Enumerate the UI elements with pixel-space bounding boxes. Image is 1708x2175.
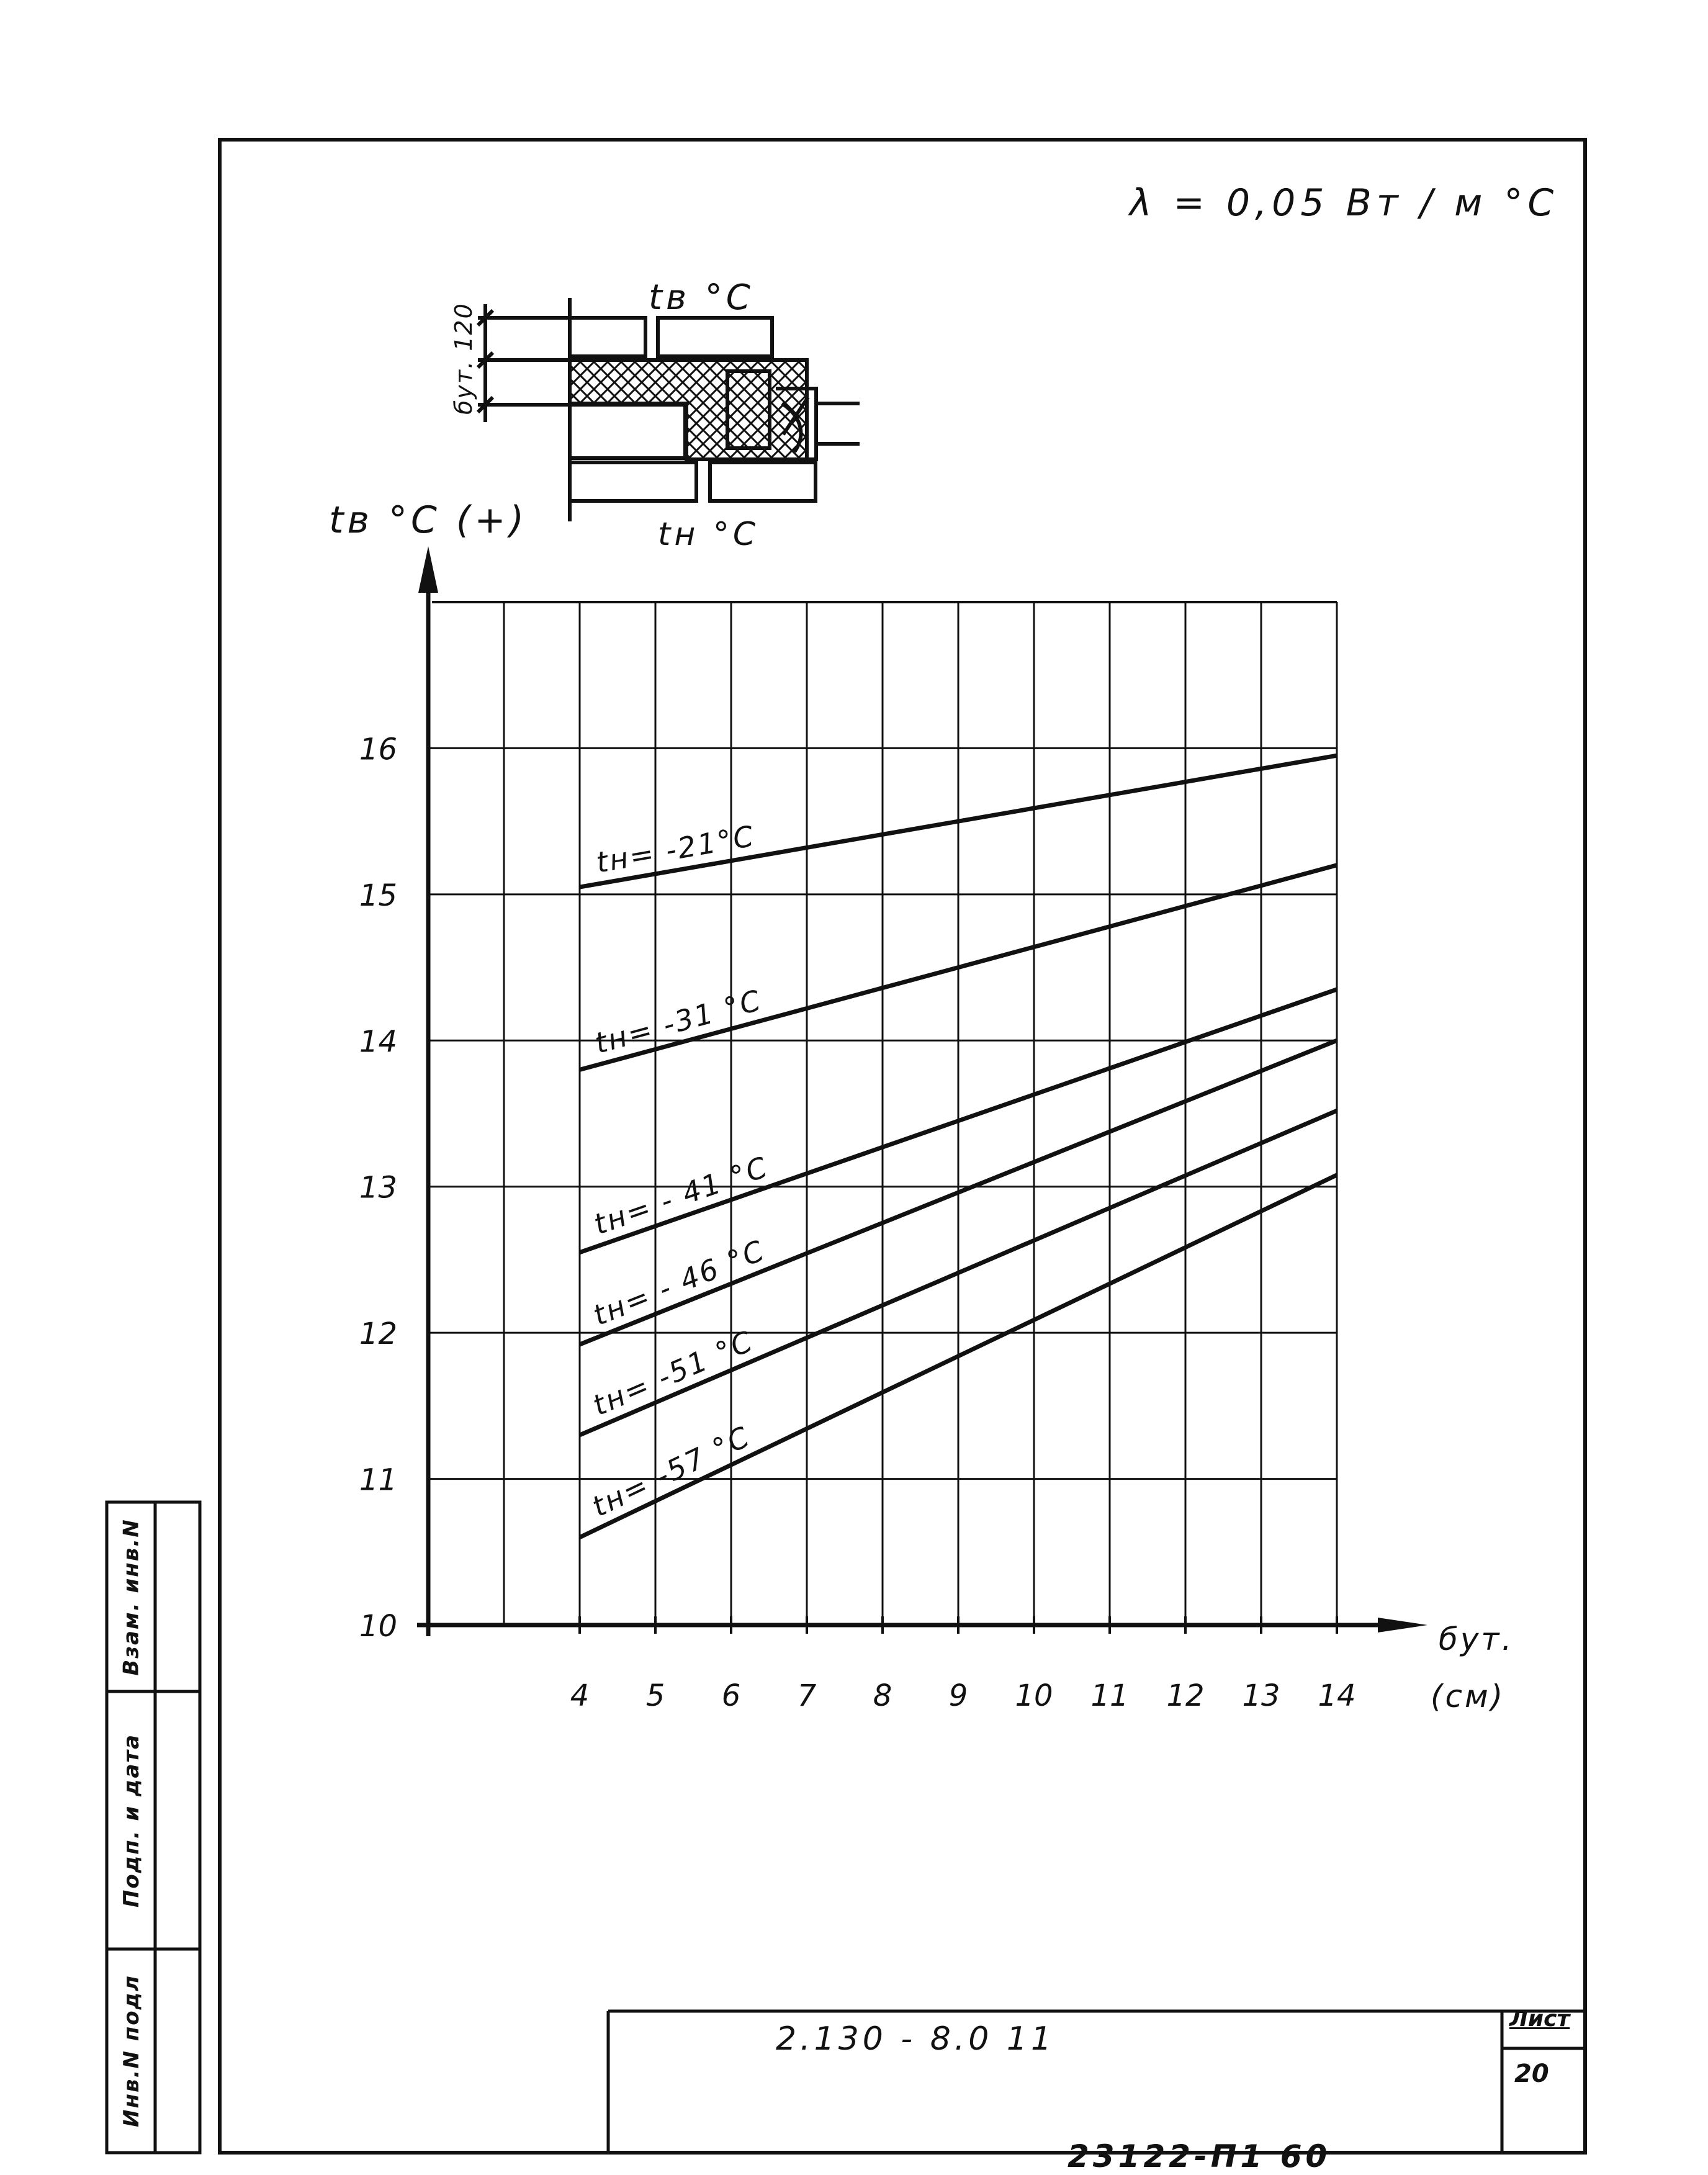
series-label-6: tн= -57 °С [587,1419,756,1524]
series-label-3: tн= - 41 °С [589,1150,773,1241]
x-tick-label-4: 4 [570,1678,590,1713]
sheet-number: 20 [1514,2060,1549,2088]
y-axis-arrow [418,546,438,593]
x-axis-label: бут. [1439,1621,1514,1657]
x-tick-label-7: 7 [797,1678,817,1713]
series-label-5: tн= -51 °С [588,1323,759,1423]
stamp-col-inv-podl: Инв.N подл [119,1975,145,2127]
sheet-frame [220,140,1585,2153]
chart-grid-vertical [504,602,1337,1625]
y-tick-label-14: 14 [359,1024,397,1060]
chart [329,498,1514,1714]
series-label-1: tн= -21°С [593,819,758,880]
lambda-label: λ = 0,05 Вт / м °С [1130,181,1559,225]
y-tick-label-12: 12 [359,1317,397,1352]
stamp-col-podp-data: Подп. и дата [119,1733,145,1907]
y-tick-label-16: 16 [359,732,397,767]
x-tick-label-13: 13 [1242,1678,1280,1713]
bottom-code: 23122-П1 60 [1068,2138,1331,2174]
x-tick-label-14: 14 [1318,1678,1356,1713]
x-tick-label-5: 5 [645,1678,665,1713]
y-axis-label: tв °С (+) [329,498,528,542]
x-tick-label-8: 8 [873,1678,892,1713]
sheet-label: Лист [1509,2006,1570,2032]
y-tick-label-10: 10 [359,1609,397,1644]
series-label-4: tн= - 46 °С [588,1233,770,1333]
x-axis-arrow [1378,1618,1427,1632]
diagram-top-label: tв °С [649,277,754,318]
diagram-bottom-label: tн °С [658,516,760,553]
x-tick-labels [570,1678,1356,1713]
y-tick-label-15: 15 [359,878,397,913]
chart-axes [417,546,1427,1636]
x-axis-unit: (см) [1431,1678,1506,1714]
x-tick-label-12: 12 [1166,1678,1205,1713]
diagram-dim-label: бут. 120 [450,302,477,415]
title-block [608,2011,1585,2153]
x-tick-label-10: 10 [1015,1678,1053,1713]
x-tick-label-11: 11 [1090,1678,1129,1713]
x-tick-label-6: 6 [721,1678,741,1713]
document-code: 2.130 - 8.0 11 [776,2020,1056,2058]
wall-section-diagram [478,298,860,521]
stamp-col-vzam-inv: Взам. инв.N [119,1518,145,1676]
x-tick-label-9: 9 [948,1678,968,1713]
y-tick-label-13: 13 [359,1170,397,1205]
series-label-2: tн= -31 °С [591,983,766,1060]
y-tick-labels [359,732,397,1644]
y-tick-label-11: 11 [359,1462,397,1498]
